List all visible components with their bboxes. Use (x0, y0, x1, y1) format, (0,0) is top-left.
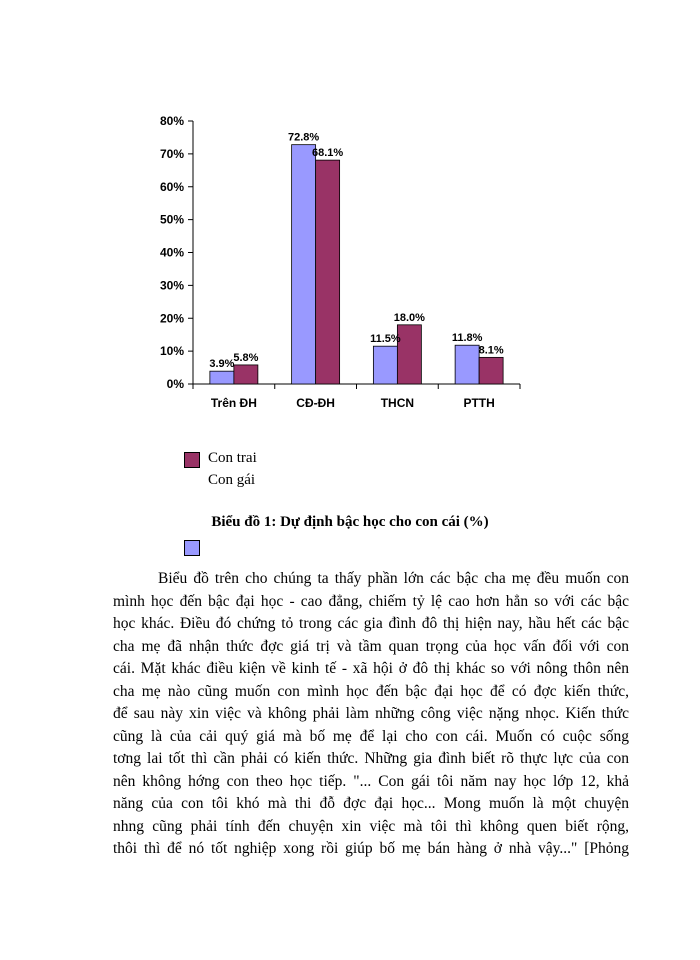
bar-con-gai (373, 346, 397, 384)
bar-con-trai (234, 365, 258, 384)
legend-label-con-gai: Con gái (208, 472, 256, 488)
y-tick-label: 40% (159, 245, 184, 260)
bar-value-label: 5.8% (233, 351, 259, 364)
bar-value-label: 11.8% (451, 332, 483, 345)
y-tick-label: 20% (159, 311, 184, 326)
paragraph-line: để sau này xin việc và không phải làm những công việc nặng nhọc. Kiến thức (113, 705, 629, 722)
paragraph-line: cha mẹ đã nhận thức đợc giá trị và tầm quan trọng của học vấn đối với con (113, 637, 629, 655)
y-axis (160, 114, 193, 391)
x-tick-label: THCN (380, 396, 415, 410)
paragraph-line: nên không hớng con theo học tiếp. "... Con gái tôi năm nay học lớp 12, khả (113, 772, 629, 790)
bar-value-label: 68.1% (312, 147, 344, 160)
x-tick-label: PTTH (463, 396, 495, 410)
y-tick-label: 30% (159, 278, 184, 293)
bar-con-trai (479, 357, 503, 384)
x-axis (193, 384, 520, 410)
paragraph-line: Biểu đồ trên cho chúng ta thấy phần lớn các bậc cha mẹ đều muốn con (158, 570, 629, 587)
bar-value-labels (209, 132, 504, 371)
y-tick-label: 0% (166, 377, 184, 391)
bar-con-gai (455, 345, 479, 384)
bar-value-label: 8.1% (478, 344, 504, 357)
bar-con-trai (316, 160, 340, 384)
paragraph-line: mình học đến bậc đại học - cao đẳng, chiếm tỷ lệ cao hơn hẳn so với các bậc (113, 592, 629, 610)
legend-swatch-con-gai (184, 540, 200, 556)
paragraph-line: cũng là của cải quý giá mà bố mẹ để lại cho con cái. Muốn có cuộc sống (113, 727, 629, 745)
paragraph-line: tơng lai tốt thì cần phải có kiến thức. Những gia đình biết rõ thực lực của con (113, 750, 629, 767)
legend-label-con-trai: Con trai (208, 450, 257, 466)
bar-value-label: 11.5% (370, 333, 401, 346)
paragraph-line: cha mẹ nào cũng muốn con mình học đến bậc đại học để có đợc kiến thức, (113, 682, 629, 700)
y-tick-label: 70% (159, 146, 184, 161)
bar-value-label: 18.0% (393, 311, 425, 324)
bar-chart (0, 0, 700, 430)
y-tick-label: 50% (159, 212, 184, 227)
bar-con-gai (210, 371, 234, 384)
y-tick-label: 80% (159, 114, 184, 128)
x-tick-label: CĐ-ĐH (296, 396, 335, 410)
paragraph-line: cái. Mặt khác điều kiện về kinh tế - xã hội ở đô thị khác so với nông thôn nên (113, 660, 629, 677)
paragraph-line: năng của con tôi khó mà thi đỗ đợc đại học... Mong muốn là một chuyện (113, 795, 629, 812)
paragraph-line: nhng cũng phải tính đến chuyện xin việc mà tôi thì không quen biết rộng, (113, 817, 629, 835)
y-tick-label: 60% (159, 179, 184, 194)
bar-value-label: 3.9% (209, 358, 235, 371)
bar-con-gai (292, 145, 316, 384)
body-paragraph (113, 568, 629, 861)
bar-value-label: 72.8% (288, 131, 320, 144)
chart-caption: Biểu đồ 1: Dự định bậc học cho con cái (%) (211, 514, 489, 530)
y-tick-label: 10% (159, 344, 184, 359)
paragraph-line: thôi thì để nó tốt nghiệp xong rồi giúp bố mẹ bán hàng ở nhà vậy..." [Phỏng (113, 840, 629, 857)
x-tick-label: Trên ĐH (210, 396, 257, 410)
bars (210, 145, 503, 384)
legend-swatch-con-trai (184, 452, 200, 468)
paragraph-line: học khác. Điều đó chứng tỏ trong các gia đình đô thị hiện nay, hầu hết các bậc (113, 615, 629, 632)
bar-con-trai (397, 325, 421, 384)
